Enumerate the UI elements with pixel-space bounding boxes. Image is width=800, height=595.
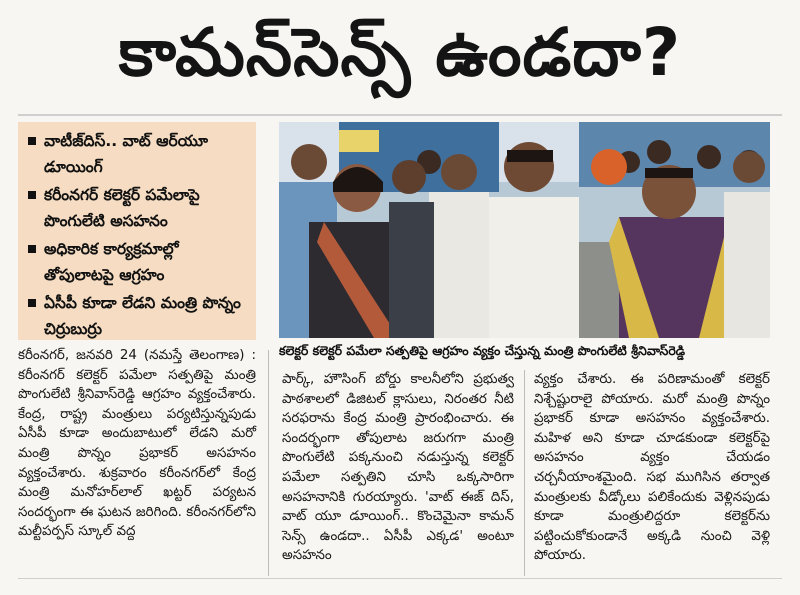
highlight-text: అధికారిక కార్యక్రమాల్లో తోపులాటపై ఆగ్రహం	[44, 240, 179, 284]
highlight-item	[26, 236, 248, 288]
photo-caption: కలెక్టర్ కలెక్టర్ పమేలా సత్పతిపై ఆగ్రహం వ్యక్తం చేస్తున్న మంత్రి పొంగులేటి శ్రీనివాస్‌రెడ్డి	[279, 343, 685, 358]
headline-rule	[18, 114, 782, 116]
article-paragraph: వ్యక్తం చేశారు. ఈ పరిణామంతో కలెక్టర్ నిశ్చేష్టురాలై పోయారు. మరో మంత్రి పొన్నం ప్రభాకర్ కూడా అసహనం వ్యక్తంచేశారు. మహిళ అని కూడా చూడకుండా కలెక్టర్‌పై అసహనం వ్యక్తం చేయడం చర్చనీయాంశమైంది. సభ ముగిసిన తర్వాత మంత్రులకు వీడ్కోలు పలికేందుకు వెళ్లినపుడు కూడా మంత్రులిద్దరూ కలెక్టర్‌ను పట్టించుకోకుండానే అక్కడి నుంచి వెళ్లి పోయారు.	[534, 372, 770, 564]
highlight-text: వాటీజ్‌దిస్.. వాట్ ఆర్‌యూ డూయింగ్	[44, 132, 208, 176]
bullet-square-icon	[28, 137, 36, 145]
bullet-square-icon	[28, 299, 36, 307]
highlight-text: ఏసీపీ కూడా లేడని మంత్రి పొన్నం చిర్రుబుర్రు	[44, 294, 241, 338]
highlight-item	[26, 290, 248, 342]
headline: కామన్‌సెన్స్ ఉండదా?	[118, 13, 682, 91]
article-paragraph: కరీంనగర్, జనవరి 24 (నమస్తే తెలంగాణ) : కరీంనగర్ కలెక్టర్ పమేలా సత్పతిపై మంత్రి పొంగులేటి శ్రీనివాస్‌రెడ్డి ఆగ్రహం వ్యక్తంచేశారు. కేంద్ర, రాష్ట్ర మంత్రులు పర్యటిస్తున్నపుడు ఏసీపీ కూడా అందుబాటులో లేడని మరో మంత్రి పొన్నం ప్రభాకర్ అసహనం వ్యక్తంచేశారు. శుక్రవారం కరీంనగర్‌లో కేంద్ర మంత్రి మనోహర్‌లాల్ ఖట్టర్ పర్యటన సందర్భంగా ఈ ఘటన జరిగింది. కరీంనగర్‌లోని మల్టీపర్పస్ స్కూల్ వద్ద	[18, 348, 256, 540]
bullet-square-icon	[28, 245, 36, 253]
article-column-1	[18, 346, 256, 542]
article-paragraph: పార్క్, హౌసింగ్ బోర్డు కాలనీలోని ప్రభుత్వ పాఠశాలలో డిజిటల్ క్లాసులు, నిరంతర నీటి సరఫరాను కేంద్ర మంత్రి ప్రారంభించారు. ఈ సందర్భంగా తోపులాట జరుగగా మంత్రి పొంగులేటి పక్కనుంచి నడుస్తున్న కలెక్టర్ పమేలా సత్పతిని చూసి ఒక్కసారిగా అసహనానికి గురయ్యారు. 'వాట్ ఈజ్ దిస్, వాట్ యూ డూయింగ్.. కొంచెమైనా కామన్ సెన్స్ ఉండదా.. ఏసీపీ ఎక్కడ' అంటూ అసహనం	[282, 372, 514, 564]
bottom-rule	[18, 578, 782, 579]
highlight-item	[26, 182, 248, 234]
column-divider	[524, 370, 525, 576]
article-column-2	[282, 370, 514, 566]
highlights-box	[18, 122, 256, 340]
highlight-text: కరీంనగర్ కలెక్టర్ పమేలాపై పొంగులేటి అసహనం	[44, 186, 200, 230]
article-column-3	[534, 370, 770, 566]
bullet-square-icon	[28, 191, 36, 199]
photo-illustration	[279, 122, 770, 338]
highlight-item	[26, 128, 248, 180]
news-photo	[279, 122, 770, 338]
column-divider	[268, 350, 269, 576]
